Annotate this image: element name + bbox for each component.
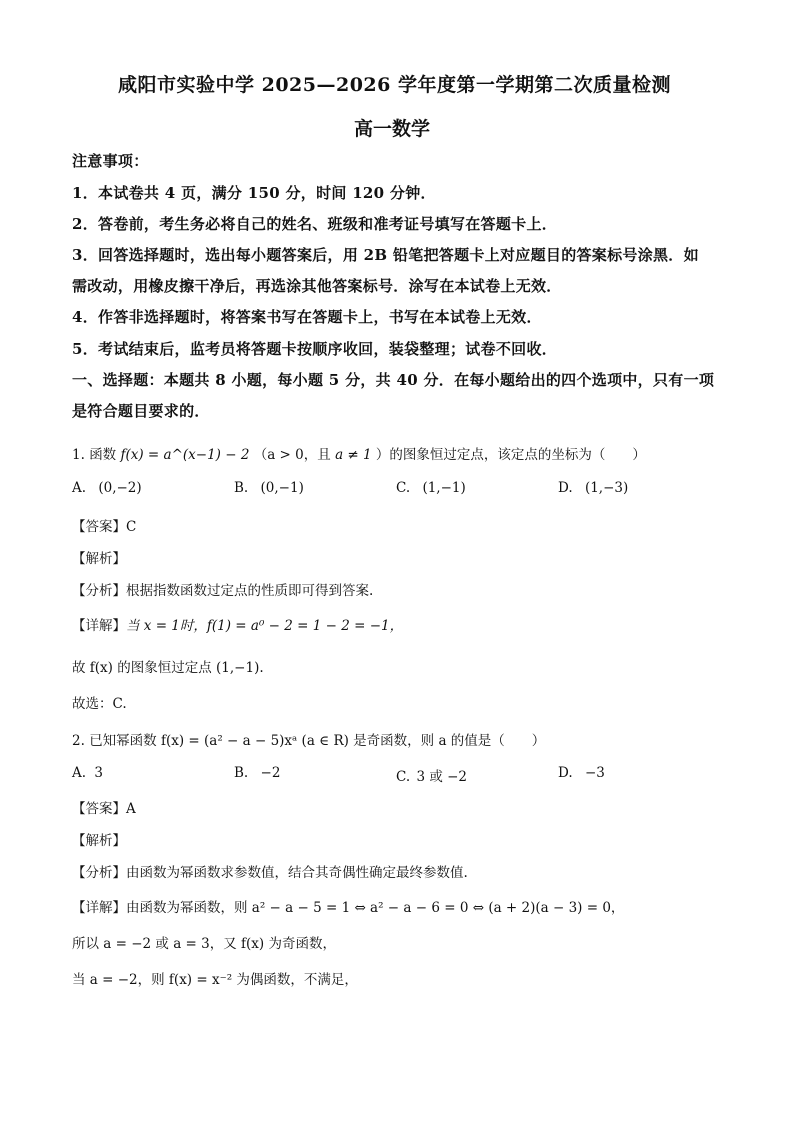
question-formula: f(x) = a^(x−1) − 2 [120, 447, 250, 463]
option-c [396, 765, 467, 785]
section-heading-cont: 是符合题目要求的． [72, 402, 210, 420]
fenxi-text: 根据指数函数过定点的性质即可得到答案. [126, 583, 374, 599]
option-label: B. [234, 480, 249, 496]
page-title: 咸阳市实验中学 2025—2026 学年度第一学期第二次质量检测 [118, 74, 671, 96]
answer-line [72, 797, 136, 817]
option-label: C. [396, 480, 411, 496]
xiangjie-line [72, 614, 403, 634]
notes-item: 5．考试结束后，监考员将答题卡按顺序收回，装袋整理；试卷不回收． [72, 340, 558, 358]
answer-value: C [126, 519, 137, 535]
page-subtitle: 高一数学 [354, 118, 431, 140]
question-condition: （a > 0，且 [253, 447, 331, 463]
option-label: B. [234, 765, 249, 781]
option-value: 3 [94, 765, 103, 781]
fenxi-tag: 【分析】 [72, 865, 126, 881]
question-prefix: 函数 [89, 447, 117, 463]
solution-line: 当 a = −2，则 f(x) = x⁻² 为偶函数，不满足， [72, 972, 358, 988]
notes-item: 3．回答选择题时，选出每小题答案后，用 2B 铅笔把答题卡上对应题目的答案标号涂黑．如 [72, 246, 699, 264]
fenxi-line [72, 579, 373, 599]
section-heading: 一、选择题：本题共 8 小题，每小题 5 分，共 40 分．在每小题给出的四个选项中，只有一项 [72, 371, 715, 389]
answer-value: A [126, 801, 136, 817]
notes-item: 1．本试卷共 4 页，满分 150 分，时间 120 分钟． [72, 184, 436, 202]
xiangjie-tag: 【详解】 [72, 900, 126, 916]
xiangjie-line [72, 896, 624, 916]
question-condition-math: a ≠ 1 [335, 447, 372, 463]
option-value: 3 或 −2 [416, 769, 468, 785]
fenxi-text: 由函数为幂函数求参数值，结合其奇偶性确定最终参数值. [126, 865, 468, 881]
option-b [234, 480, 304, 496]
option-value: −3 [584, 765, 605, 781]
question-number: 2. [72, 733, 85, 749]
option-label: D. [558, 480, 573, 496]
solution-line: 故选：C. [72, 696, 127, 712]
option-d [558, 765, 605, 781]
option-value: (0,−1) [260, 480, 304, 496]
option-value: (1,−3) [584, 480, 629, 496]
notes-item: 2．答卷前，考生务必将自己的姓名、班级和准考证号填写在答题卡上． [72, 215, 558, 233]
solution-line: 故 f(x) 的图象恒过定点 (1,−1). [72, 660, 264, 676]
option-value: (0,−2) [98, 480, 142, 496]
answer-tag: 【答案】 [72, 801, 126, 817]
option-a [72, 765, 103, 781]
question-2-stem [72, 729, 545, 749]
option-value: (1,−1) [422, 480, 466, 496]
notes-item: 4．作答非选择题时，将答案书写在答题卡上，书写在本试卷上无效． [72, 308, 542, 326]
fenxi-line [72, 861, 468, 881]
xiangjie-text: 由函数为幂函数，则 a² − a − 5 = 1 ⇔ a² − a − 6 = 0 ⇔ (a + 2)(a − 3) = 0， [126, 900, 625, 916]
analysis-tag: 【解析】 [72, 833, 126, 849]
option-label: A. [72, 480, 87, 496]
option-b [234, 765, 280, 781]
option-a [72, 480, 142, 496]
option-label: D. [558, 765, 573, 781]
xiangjie-tag: 【详解】 [72, 618, 126, 634]
notes-item: 需改动，用橡皮擦干净后，再选涂其他答案标号．涂写在本试卷上无效． [72, 277, 562, 295]
fenxi-tag: 【分析】 [72, 583, 126, 599]
option-d [558, 480, 628, 496]
option-label: C. [396, 769, 411, 785]
option-value: −2 [260, 765, 281, 781]
question-text: 已知幂函数 f(x) = (a² − a − 5)xᵃ (a ∈ R) 是奇函数，则 a 的值是（ ） [89, 733, 546, 749]
question-number: 1. [72, 447, 85, 463]
option-label: A. [72, 765, 87, 781]
xiangjie-text: 当 x = 1时，f(1) = a⁰ − 2 = 1 − 2 = −1， [126, 618, 404, 634]
analysis-tag: 【解析】 [72, 551, 126, 567]
answer-tag: 【答案】 [72, 519, 126, 535]
option-c [396, 480, 466, 496]
question-1-stem [72, 443, 646, 463]
question-suffix: ）的图象恒过定点，该定点的坐标为（ ） [375, 447, 646, 463]
solution-line: 所以 a = −2 或 a = 3，又 f(x) 为奇函数， [72, 936, 336, 952]
answer-line [72, 515, 136, 535]
notes-heading: 注意事项： [72, 152, 149, 170]
